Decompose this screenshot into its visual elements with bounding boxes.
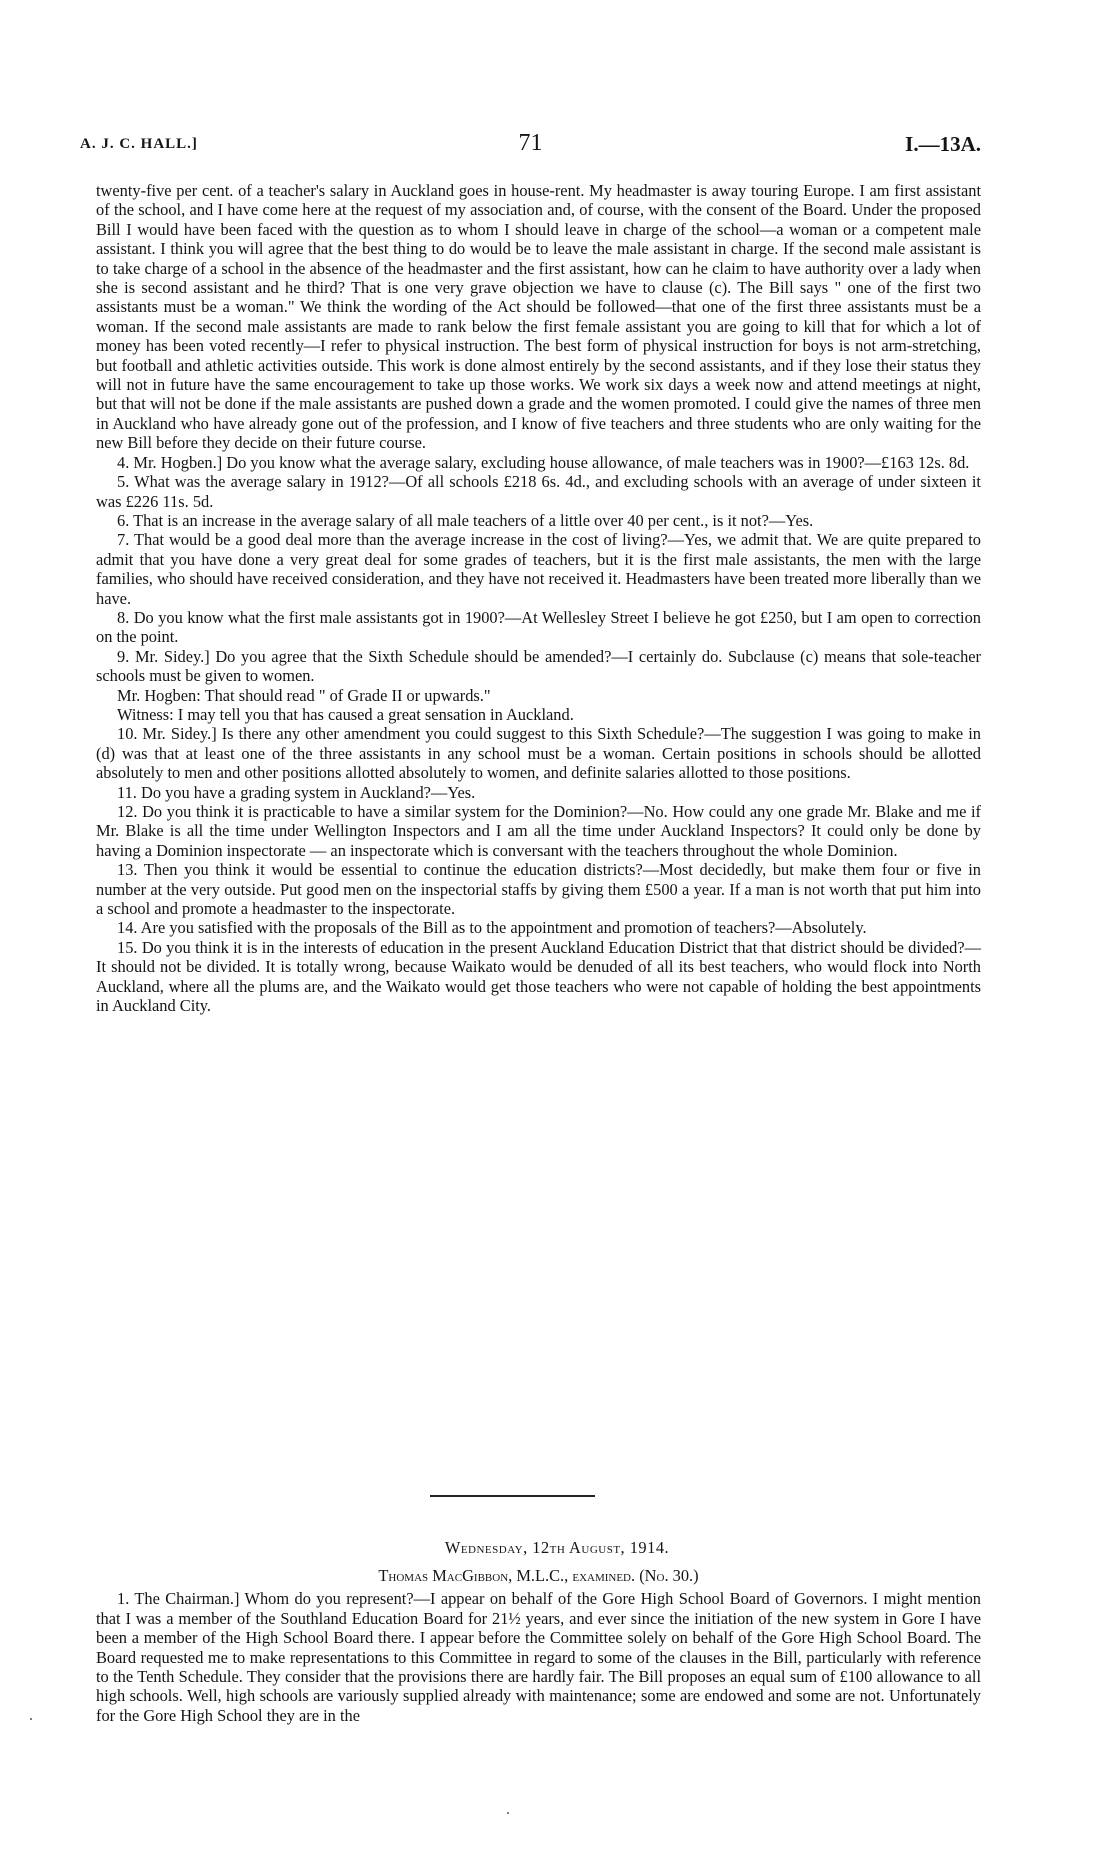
- question-6: 6. That is an increase in the average salary of all male teachers of a little over 40 per cent., is it not?—Yes.: [117, 510, 814, 530]
- question-15: 15. Do you think it is in the interests of education in the present Auckland Education District that that district should be divided?—It should not be divided. It is totally wrong, because Waikato would be denuded of all its best teachers, who would flock into North Auckland, where all the plums are, and the Waikato would get those teachers who were not capable of holding the best appointments in Auckland City.: [96, 937, 981, 1016]
- hogben-remark: Mr. Hogben: That should read " of Grade II or upwards.": [117, 685, 491, 705]
- page-number: 71: [518, 130, 543, 156]
- paragraph-continued: twenty-five per cent. of a teacher's salary in Auckland goes in house-rent. My headmaster is away touring Europe. I am first assistant of the school, and I have come here at the request of my association and, of course, with the consent of the Board. Under the proposed Bill I would have been faced with the question as to whom I should leave in charge of the school—a woman or a competent male assistant. I think you will agree that the best thing to do would be to leave the male assistant in charge. If the second male assistant is to take charge of a school in the absence of the headmaster and the first assistant, how can he claim to have authority over a lady when she is second assistant and he third? That is one very grave objection we have to clause (c). The Bill says " one of the first two assistants must be a woman." We think the wording of the Act should be followed—that one of the first three assistants must be a woman. If the second male assistants are made to rank below the first female assistant you are going to kill that for which a lot of money has been voted recently—I refer to physical instruction. The best form of physical instruction for boys is not arm-stretching, but football and athletic activities outside. This work is done almost entirely by the second assistants, and if they lose their status they will not in future have the same encouragement to take up those works. We work six days a week now and attend meetings at night, but that will not be done if the male assistants are pushed down a grade and the women promoted. I could give the names of three men in Auckland who have already gone out of the profession, and I know of five teachers and three students who are only waiting for the new Bill before they decide on their future course.: [96, 181, 981, 453]
- new-witness-section: [96, 1566, 981, 1725]
- question-5: 5. What was the average salary in 1912?—Of all schools £218 6s. 4d., and excluding schools with an average of under sixteen it was £226 11s. 5d.: [96, 472, 981, 511]
- question-10: 10. Mr. Sidey.] Is there any other amendment you could suggest to this Sixth Schedule?—The suggestion I was going to make in (d) was that at least one of the three assistants in any school must be a woman. Certain positions in schools should be allotted absolutely to men and other positions allotted absolutely to women, and definite salaries allotted to those positions.: [96, 724, 981, 783]
- witness-heading: Thomas MacGibbon, M.L.C., examined. (No. 30.): [378, 1566, 699, 1585]
- question-11: 11. Do you have a grading system in Auckland?—Yes.: [117, 782, 476, 802]
- question-4: 4. Mr. Hogben.] Do you know what the average salary, excluding house allowance, of male teachers was in 1900?—£163 12s. 8d.: [117, 452, 970, 472]
- page-header: [80, 130, 981, 164]
- scan-speck: [507, 1812, 509, 1814]
- question-9: 9. Mr. Sidey.] Do you agree that the Sixth Schedule should be amended?—I certainly do. Subclause (c) means that sole-teacher schools must be given to women.: [96, 646, 981, 686]
- section-divider: [430, 1495, 595, 1497]
- question-7: 7. That would be a good deal more than the average increase in the cost of living?—Yes, we admit that. We are quite prepared to admit that you have done a very great deal for some grades of teachers, but it is the first male assistants, the men with the large families, who should have received consideration, and they have not received it. Headmasters have been treated more liberally than we have.: [96, 530, 981, 608]
- evidence-body: [96, 181, 981, 1015]
- question-13: 13. Then you think it would be essential to continue the education districts?—Most decidedly, but make them four or five in number at the very outside. Put good men on the inspectorial staffs by giving them £500 a year. If a man is not worth that put him into a school and promote a headmaster to the inspectorate.: [96, 860, 981, 919]
- scan-speck: [30, 1718, 32, 1720]
- question-14: 14. Are you satisfied with the proposals of the Bill as to the appointment and promotion of teachers?—Absolutely.: [117, 918, 867, 938]
- question-12: 12. Do you think it is practicable to have a similar system for the Dominion?—No. How could any one grade Mr. Blake and me if Mr. Blake is all the time under Wellington Inspectors and I am all the time under Auckland Inspectors? It could only be done by having a Dominion inspectorate — an inspectorate which is conversant with the teachers throughout the whole Dominion.: [96, 802, 981, 860]
- session-date: Wednesday, 12th August, 1914.: [444, 1538, 670, 1557]
- witness-remark: Witness: I may tell you that has caused a great sensation in Auckland.: [117, 704, 574, 724]
- document-reference: I.—13A.: [905, 132, 981, 156]
- question-8: 8. Do you know what the first male assistants got in 1900?—At Wellesley Street I believe he got £250, but I am open to correction on the point.: [96, 607, 981, 647]
- header-witness-name: A. J. C. HALL.]: [80, 136, 198, 152]
- chairman-question-1: 1. The Chairman.] Whom do you represent?—I appear on behalf of the Gore High School Board of Governors. I might mention that I was a member of the Southland Education Board for 21½ years, and ever since the initiation of the new system in Gore I have been a member of the High School Board there. I appear before the Committee solely on behalf of the Gore High School Board. The Board requested me to make representations to this Committee in regard to some of the clauses in the Bill, particularly with reference to the Tenth Schedule. They consider that the provisions there are hardly fair. The Bill proposes an equal sum of £100 allowance to all high schools. Well, high schools are variously supplied already with maintenance; some are endowed and some are not. Unfortunately for the Gore High School they are in the: [96, 1589, 981, 1725]
